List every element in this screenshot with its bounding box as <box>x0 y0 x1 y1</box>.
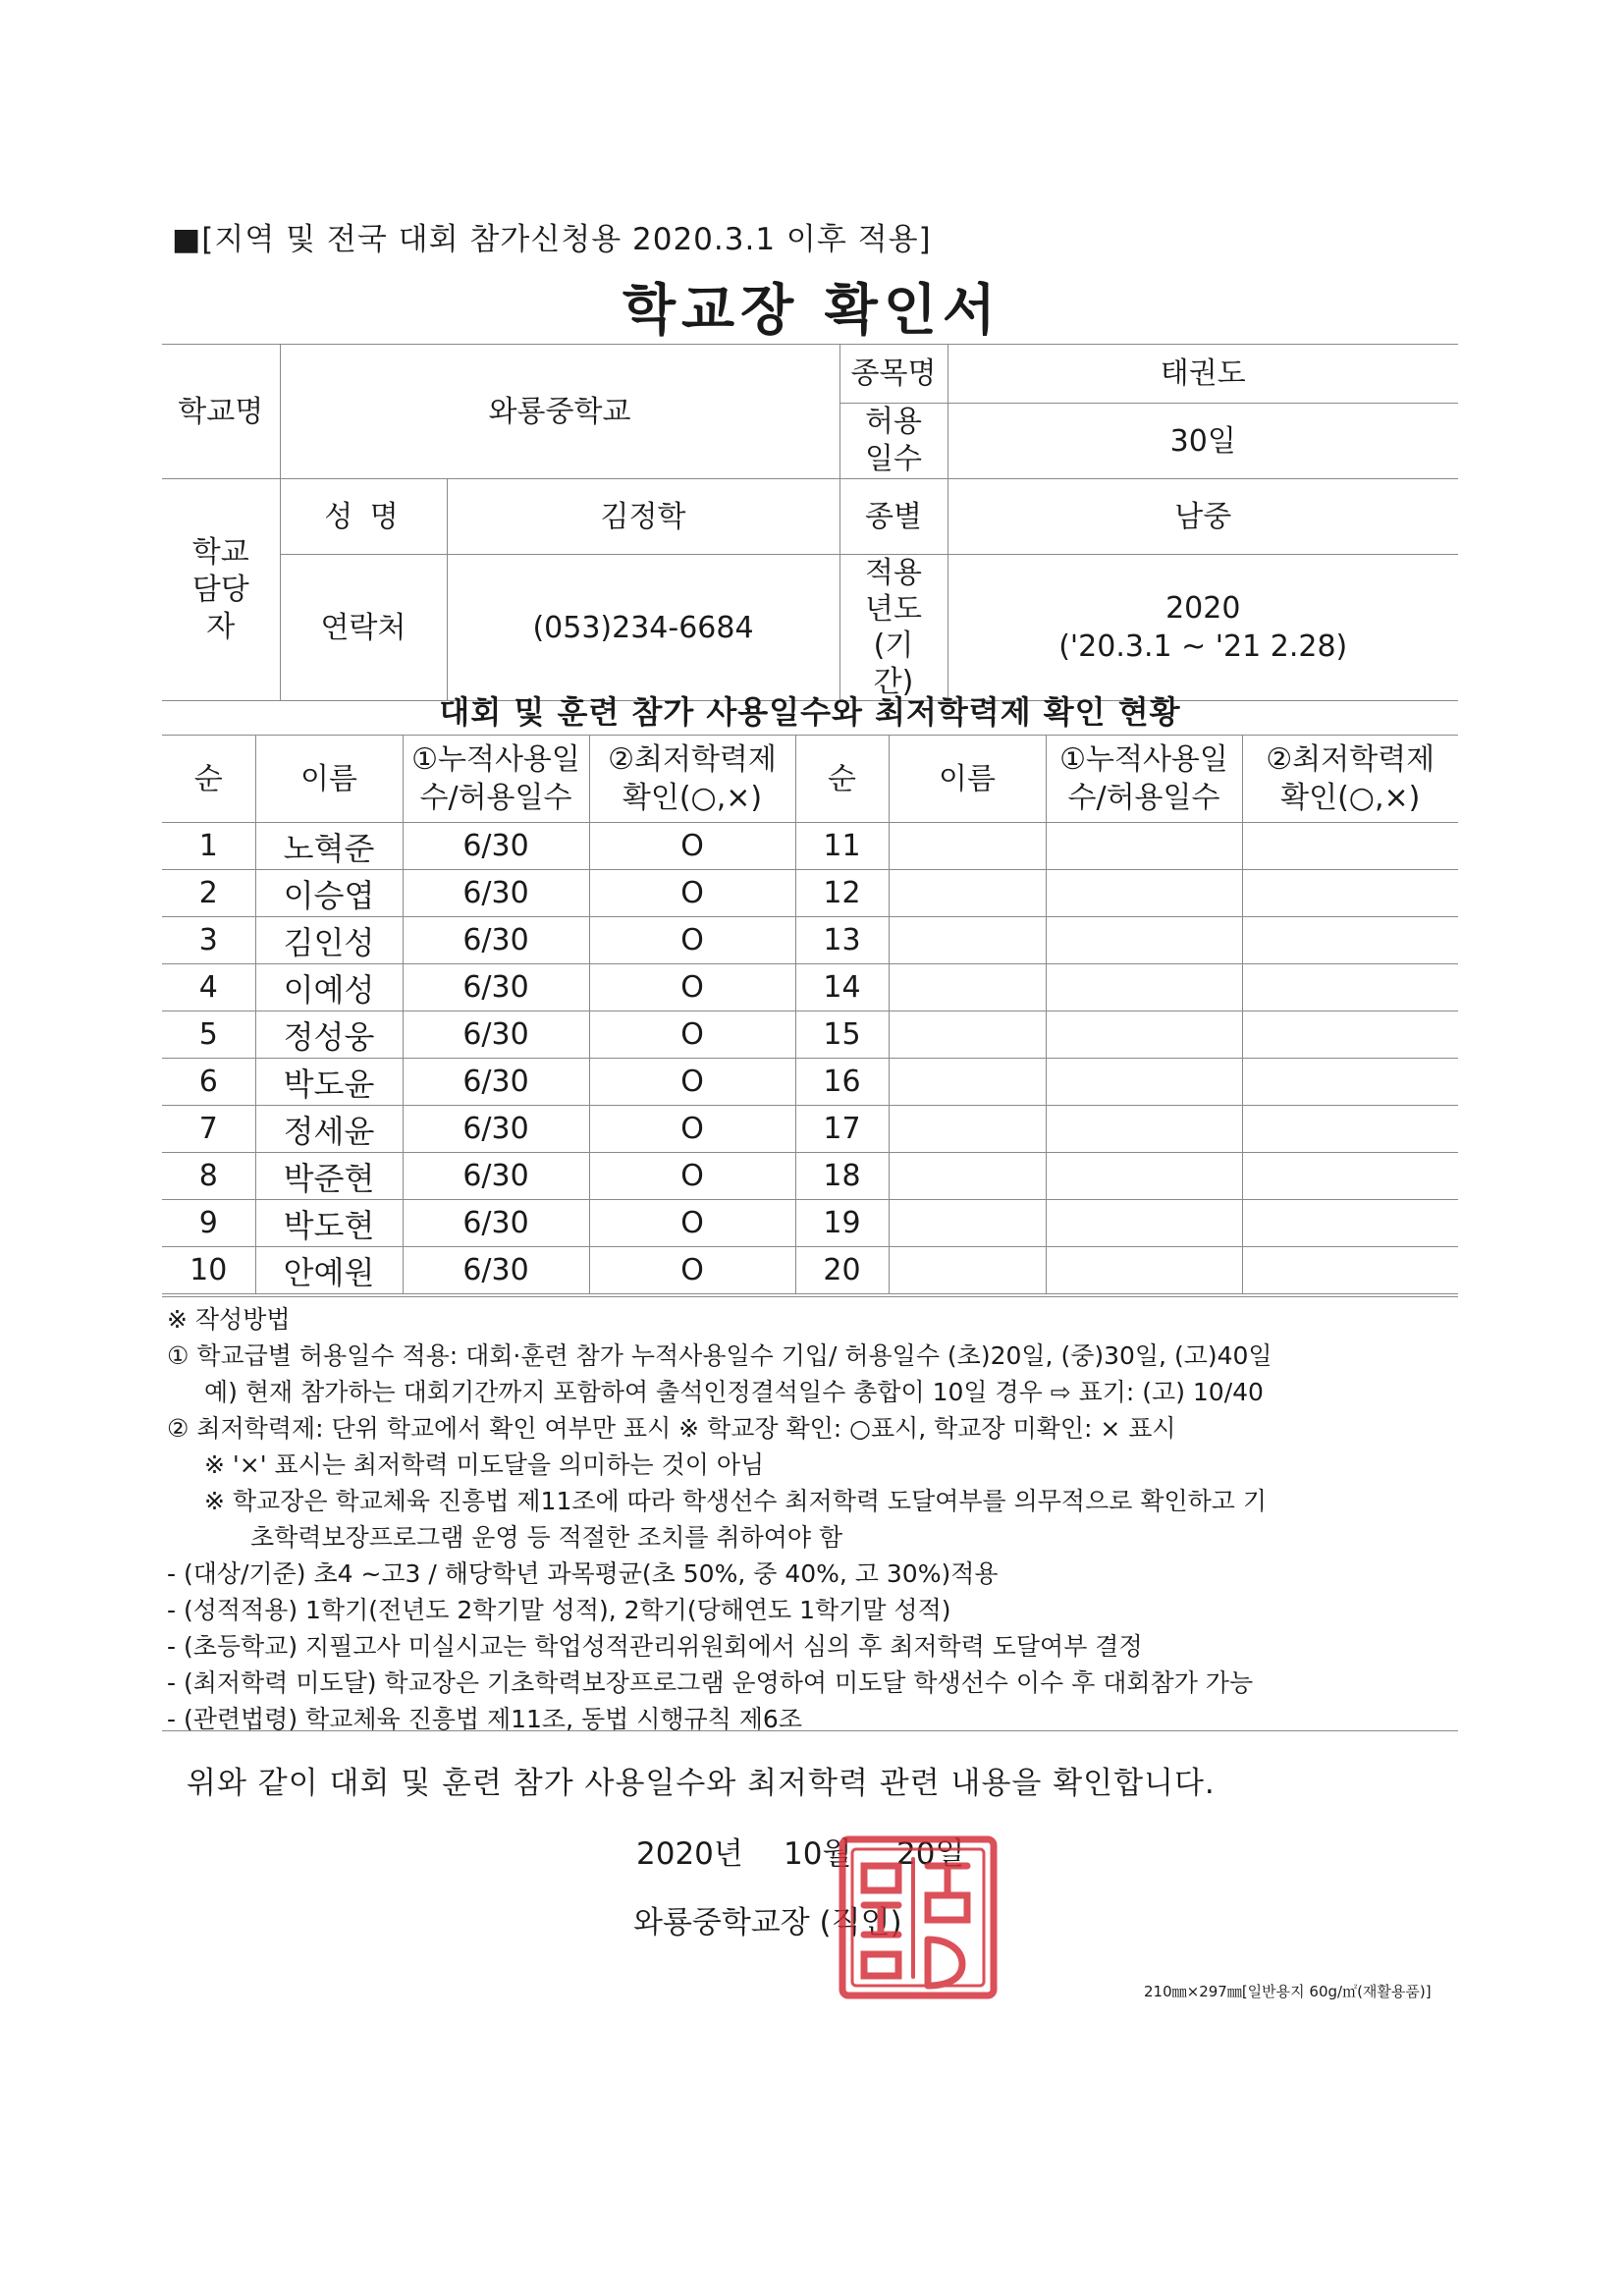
table-row <box>162 964 1458 1011</box>
date-year: 2020년 <box>636 1836 743 1872</box>
period-year: 2020 <box>1165 591 1241 626</box>
note-line: - (최저학력 미도달) 학교장은 기초학력보장프로그램 운영하여 미도달 학생선수 이수 후 대회참가 가능 <box>167 1668 1254 1697</box>
roster-header-row <box>162 736 1458 823</box>
document-title: 학교장 확인서 <box>622 279 1002 343</box>
row-no: 3 <box>162 917 255 964</box>
row-no2: 11 <box>795 823 889 870</box>
row-days: 6/30 <box>403 1153 589 1200</box>
date-month: 10월 <box>784 1836 852 1872</box>
period-value <box>947 555 1458 701</box>
notes-bottom-rule <box>162 1730 1458 1731</box>
row-no: 1 <box>162 823 255 870</box>
row-days: 6/30 <box>403 1059 589 1106</box>
row-no2: 14 <box>795 964 889 1011</box>
row-name: 노혁준 <box>255 823 403 870</box>
note-line: ※ 학교장은 학교체육 진흥법 제11조에 따라 학생선수 최저학력 도달여부를 의무적으로 확인하고 기 <box>204 1487 1268 1515</box>
division-value: 남중 <box>947 479 1458 555</box>
note-line: ※ '×' 표시는 최저학력 미도달을 의미하는 것이 아님 <box>204 1450 765 1479</box>
table-row <box>162 1247 1458 1294</box>
confirmation-statement: 위와 같이 대회 및 훈련 참가 사용일수와 최저학력 관련 내용을 확인합니다. <box>187 1766 1216 1801</box>
row-check: O <box>589 917 795 964</box>
note-line: ① 학교급별 허용일수 적용: 대회·훈련 참가 누적사용일수 기입/ 허용일수 (초)20일, (중)30일, (고)40일 <box>167 1341 1272 1370</box>
school-info-table <box>162 344 1458 701</box>
row-days: 6/30 <box>403 917 589 964</box>
table-row <box>162 1106 1458 1153</box>
row-no2: 15 <box>795 1011 889 1059</box>
row-days2 <box>1046 1200 1242 1247</box>
col-days-header: ①누적사용일수/허용일수 <box>403 736 589 823</box>
table-row <box>162 1059 1458 1106</box>
col-name-header: 이름 <box>255 736 403 823</box>
row-name: 이예성 <box>255 964 403 1011</box>
row-no: 8 <box>162 1153 255 1200</box>
row-name: 안예원 <box>255 1247 403 1294</box>
row-name2 <box>889 1011 1046 1059</box>
note-line: - (대상/기준) 초4 ~고3 / 해당학년 과목평균(초 50%, 중 40%, 고 30%)적용 <box>167 1559 999 1588</box>
row-name2 <box>889 870 1046 917</box>
row-check2 <box>1242 917 1458 964</box>
table-row <box>162 1153 1458 1200</box>
table-row <box>162 823 1458 870</box>
roster-table <box>162 735 1458 1294</box>
row-no2: 20 <box>795 1247 889 1294</box>
contact-value: (053)234-6684 <box>447 555 839 701</box>
row-name2 <box>889 1153 1046 1200</box>
row-name: 정성웅 <box>255 1011 403 1059</box>
row-check2 <box>1242 964 1458 1011</box>
note-line: 초학력보장프로그램 운영 등 적절한 조치를 취하여야 함 <box>250 1523 843 1552</box>
row-no: 10 <box>162 1247 255 1294</box>
row-days: 6/30 <box>403 1247 589 1294</box>
row-no: 5 <box>162 1011 255 1059</box>
row-check2 <box>1242 870 1458 917</box>
col-no2-header: 순 <box>795 736 889 823</box>
note-line: ② 최저학력제: 단위 학교에서 확인 여부만 표시 ※ 학교장 확인: ○표시, 학교장 미확인: × 표시 <box>167 1414 1176 1443</box>
row-name: 정세윤 <box>255 1106 403 1153</box>
col-name2-header: 이름 <box>889 736 1046 823</box>
event-label: 종목명 <box>839 345 947 404</box>
row-name2 <box>889 1247 1046 1294</box>
row-name2 <box>889 917 1046 964</box>
table-row <box>162 1200 1458 1247</box>
row-days2 <box>1046 1153 1242 1200</box>
note-line: - (성적적용) 1학기(전년도 2학기말 성적), 2학기(당해연도 1학기말 성적) <box>167 1596 951 1624</box>
note-line: ※ 작성방법 <box>167 1305 291 1334</box>
official-seal-stamp <box>835 1831 1001 2003</box>
row-no: 7 <box>162 1106 255 1153</box>
row-days2 <box>1046 823 1242 870</box>
row-no2: 18 <box>795 1153 889 1200</box>
row-check2 <box>1242 1059 1458 1106</box>
paper-spec-footer: 210㎜×297㎜[일반용지 60g/㎡(재활용품)] <box>1144 1983 1432 2000</box>
table-row <box>162 917 1458 964</box>
allowed-days-label: 허용일수 <box>839 404 947 479</box>
row-no2: 16 <box>795 1059 889 1106</box>
col-check2-header: ②최저학력제확인(○,×) <box>1242 736 1458 823</box>
period-range: ('20.3.1 ~ '21 2.28) <box>1058 629 1348 664</box>
period-label: 적용년도(기간) <box>839 555 947 701</box>
row-name2 <box>889 964 1046 1011</box>
row-check2 <box>1242 1011 1458 1059</box>
row-check: O <box>589 1011 795 1059</box>
row-days: 6/30 <box>403 823 589 870</box>
row-check: O <box>589 964 795 1011</box>
row-name2 <box>889 1200 1046 1247</box>
row-no: 6 <box>162 1059 255 1106</box>
row-check: O <box>589 1106 795 1153</box>
row-no: 4 <box>162 964 255 1011</box>
row-check2 <box>1242 1153 1458 1200</box>
col-check-header: ②최저학력제확인(○,×) <box>589 736 795 823</box>
row-check2 <box>1242 1106 1458 1153</box>
col-days2-header: ①누적사용일수/허용일수 <box>1046 736 1242 823</box>
row-days2 <box>1046 1011 1242 1059</box>
row-name: 박도윤 <box>255 1059 403 1106</box>
row-days: 6/30 <box>403 1106 589 1153</box>
row-name: 박도현 <box>255 1200 403 1247</box>
division-label: 종별 <box>839 479 947 555</box>
row-no2: 19 <box>795 1200 889 1247</box>
row-days: 6/30 <box>403 964 589 1011</box>
row-check2 <box>1242 1200 1458 1247</box>
form-header-note: ■[지역 및 전국 대회 참가신청용 2020.3.1 이후 적용] <box>172 222 932 257</box>
section-title: 대회 및 훈련 참가 사용일수와 최저학력제 확인 현황 <box>439 693 1181 731</box>
name-label: 성 명 <box>280 479 447 555</box>
row-days: 6/30 <box>403 1200 589 1247</box>
row-check: O <box>589 1200 795 1247</box>
staff-label: 학교담당자 <box>162 479 280 701</box>
row-days2 <box>1046 870 1242 917</box>
row-days2 <box>1046 1247 1242 1294</box>
row-check2 <box>1242 1247 1458 1294</box>
row-check2 <box>1242 823 1458 870</box>
row-name2 <box>889 1059 1046 1106</box>
row-check: O <box>589 870 795 917</box>
row-name2 <box>889 1106 1046 1153</box>
row-days2 <box>1046 917 1242 964</box>
row-no2: 13 <box>795 917 889 964</box>
principal-signature: 와룡중학교장 (직인) <box>633 1905 902 1941</box>
table-row <box>162 1011 1458 1059</box>
col-no-header: 순 <box>162 736 255 823</box>
row-name: 이승엽 <box>255 870 403 917</box>
row-check: O <box>589 823 795 870</box>
row-days: 6/30 <box>403 870 589 917</box>
row-no2: 12 <box>795 870 889 917</box>
roster-body <box>162 823 1458 1294</box>
school-name-value: 와룡중학교 <box>280 345 839 479</box>
allowed-days-value: 30일 <box>947 404 1458 479</box>
school-name-label: 학교명 <box>162 345 280 479</box>
row-name2 <box>889 823 1046 870</box>
row-check: O <box>589 1153 795 1200</box>
row-check: O <box>589 1247 795 1294</box>
row-name: 김인성 <box>255 917 403 964</box>
note-line: 예) 현재 참가하는 대회기간까지 포함하여 출석인정결석일수 총합이 10일 경우 ⇨ 표기: (고) 10/40 <box>204 1378 1264 1406</box>
event-value: 태권도 <box>947 345 1458 404</box>
table-row <box>162 870 1458 917</box>
row-no: 9 <box>162 1200 255 1247</box>
date-day: 20일 <box>896 1836 965 1872</box>
row-days2 <box>1046 1106 1242 1153</box>
writing-instructions <box>167 1301 1473 1737</box>
row-days2 <box>1046 1059 1242 1106</box>
row-no2: 17 <box>795 1106 889 1153</box>
name-value: 김정학 <box>447 479 839 555</box>
row-name: 박준현 <box>255 1153 403 1200</box>
note-line: - (초등학교) 지필고사 미실시교는 학업성적관리위원회에서 심의 후 최저학력 도달여부 결정 <box>167 1632 1143 1661</box>
row-days: 6/30 <box>403 1011 589 1059</box>
notes-top-rule <box>162 1296 1458 1297</box>
row-check: O <box>589 1059 795 1106</box>
note-line: - (관련법령) 학교체육 진흥법 제11조, 동법 시행규칙 제6조 <box>167 1705 802 1733</box>
contact-label: 연락처 <box>280 555 447 701</box>
row-no: 2 <box>162 870 255 917</box>
row-days2 <box>1046 964 1242 1011</box>
